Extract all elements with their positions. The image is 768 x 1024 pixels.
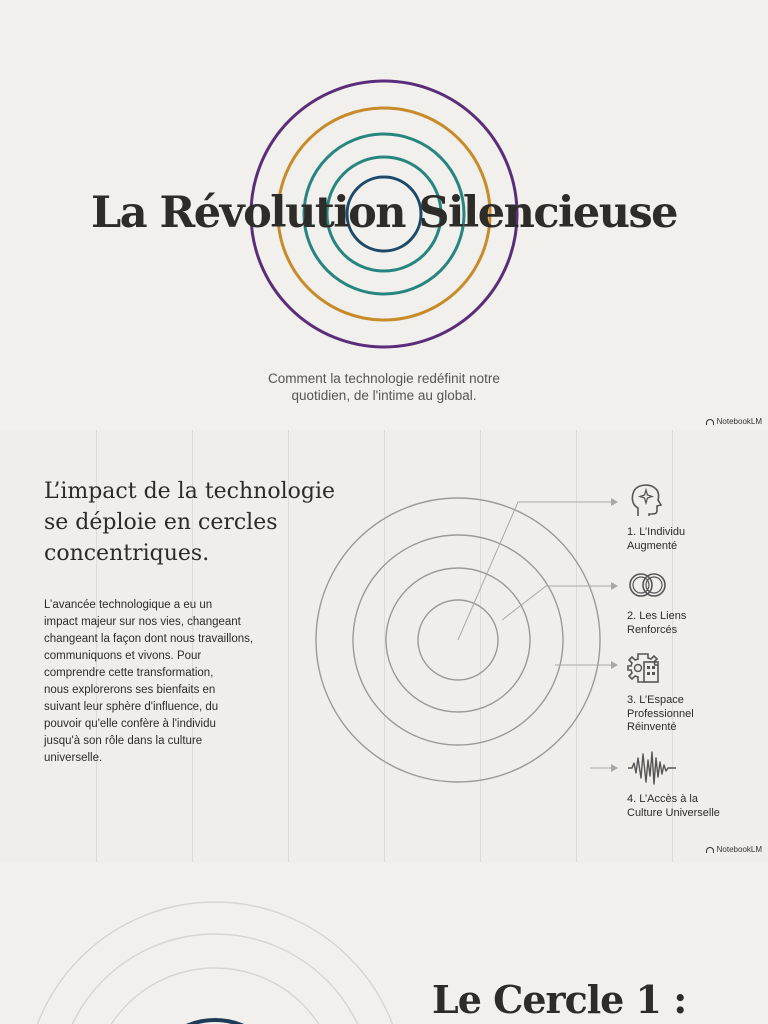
- arrow-head-3: [611, 661, 618, 669]
- concentric-impact-slide: [0, 430, 768, 862]
- notebooklm-logo-icon: [706, 847, 714, 853]
- label-line: Réinventé: [627, 721, 677, 733]
- notebooklm-watermark: [706, 417, 762, 426]
- sound-wave-icon: [626, 750, 678, 786]
- label-line: 1. L’Individu: [627, 526, 686, 538]
- slide-title: [44, 476, 364, 569]
- gear-building-icon: [626, 648, 670, 688]
- notebooklm-logo-icon: [706, 419, 714, 425]
- subtitle-line-2: quotidien, de l'intime au global.: [291, 388, 477, 403]
- body-line: pouvoir qu'elle confère à l'individu: [44, 718, 216, 730]
- presentation-subtitle: [234, 370, 534, 404]
- faint-ring: [91, 968, 339, 1024]
- section-title: Le Cercle 1 :: [432, 977, 687, 1022]
- body-line: suivant leur sphère d'influence, du: [44, 701, 219, 713]
- item-label-culture: [627, 793, 757, 820]
- title-line-1: L’impact de la technologie: [44, 479, 336, 504]
- body-line: universelle.: [44, 752, 103, 764]
- highlight-ring: [143, 1020, 287, 1024]
- head-sparkle-icon: [626, 480, 666, 520]
- body-line: impact majeur sur nos vies, changeant: [44, 616, 241, 628]
- title-slide: [0, 0, 768, 430]
- faint-ring: [57, 934, 373, 1024]
- presentation-title: La Révolution Silencieuse: [90, 188, 678, 238]
- item-label-individual: [627, 526, 757, 553]
- brand-label: NotebookLM: [716, 417, 762, 426]
- body-line: changeant la façon dont nous travaillons,: [44, 633, 254, 645]
- body-line: comprendre cette transformation,: [44, 667, 214, 679]
- body-line: jusqu'à son rôle dans la culture: [44, 735, 203, 747]
- body-line: communiquons et vivons. Pour: [44, 650, 202, 662]
- circle-one-slide: [0, 862, 768, 1024]
- label-line: 4. L’Accès à la: [627, 793, 698, 805]
- brand-label: NotebookLM: [716, 845, 762, 854]
- arrow-head-2: [611, 582, 618, 590]
- label-line: Culture Universelle: [627, 806, 720, 819]
- body-line: L’avancée technologique a eu un: [44, 599, 213, 611]
- label-line: 2. Les Liens: [627, 610, 687, 622]
- title-line-3: concentriques.: [44, 541, 210, 566]
- label-line: 3. L’Espace: [627, 694, 684, 706]
- title-line-2: se déploie en cercles: [44, 510, 278, 535]
- interlocking-rings-icon: [626, 567, 670, 603]
- notebooklm-watermark: [706, 845, 762, 854]
- arrow-head-1: [611, 498, 618, 506]
- label-line: Renforcés: [627, 623, 678, 636]
- body-line: nous explorerons ses bienfaits en: [44, 684, 216, 696]
- item-label-workplace: [627, 694, 757, 735]
- item-label-bonds: [627, 610, 757, 637]
- arrow-head-4: [611, 764, 618, 772]
- label-line: Augmenté: [627, 539, 678, 552]
- label-line: Professionnel: [627, 707, 694, 720]
- intro-paragraph: [44, 597, 299, 767]
- subtitle-line-1: Comment la technologie redéfinit notre: [268, 371, 500, 386]
